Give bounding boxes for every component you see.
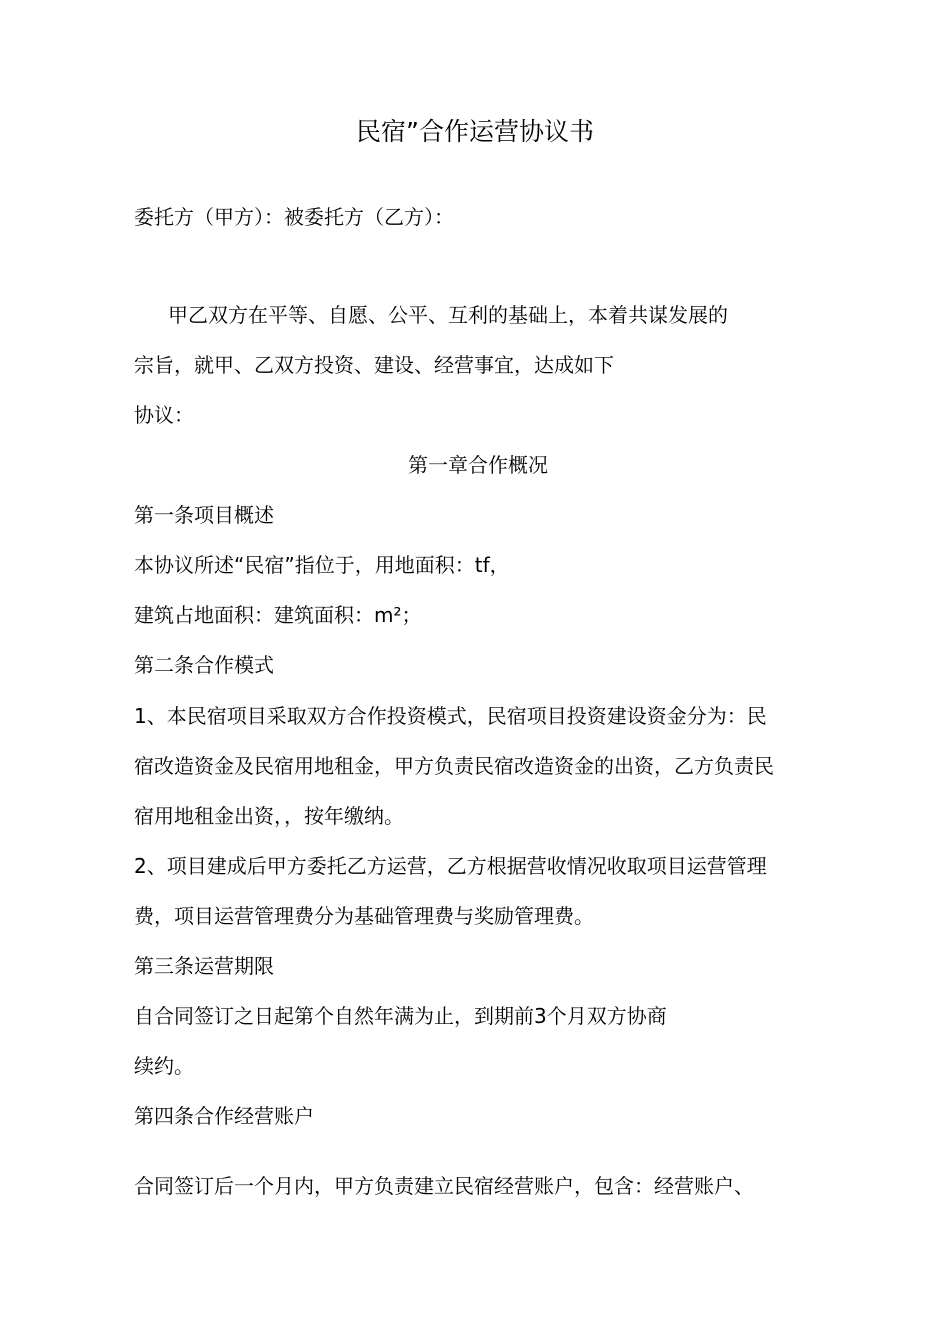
chapter-heading: 第一章合作概况 [408,453,548,477]
preamble-line-3: 协议： [134,403,194,427]
article2-line-3: 宿用地租金出资，，按年缴纳。 [134,804,404,828]
document-title: 民宿”合作运营协议书 [356,117,594,146]
preamble-line-2: 宗旨，就甲、乙双方投资、建设、经营事宜，达成如下 [134,353,614,377]
article1-line-1: 本协议所述“民宿”指位于，用地面积：tf， [134,553,510,577]
preamble-line-1: 甲乙双方在平等、自愿、公平、互利的基础上，本着共谋发展的 [168,303,728,327]
article2-line-4: 2、项目建成后甲方委托乙方运营，乙方根据营收情况收取项目运营管理 [134,854,767,878]
article3-heading: 第三条运营期限 [134,954,274,978]
article4-line-1: 合同签订后一个月内，甲方负责建立民宿经营账户，包含：经营账户、 [134,1174,754,1198]
article2-line-2: 宿改造资金及民宿用地租金，甲方负责民宿改造资金的出资，乙方负责民 [134,754,774,778]
article3-line-1: 自合同签订之日起第个自然年满为止，到期前3个月双方协商 [134,1004,667,1028]
article4-heading: 第四条合作经营账户 [134,1104,314,1128]
parties-line: 委托方（甲方）：被委托方（乙方）： [134,205,454,229]
article1-heading: 第一条项目概述 [134,503,274,527]
article2-line-1: 1、本民宿项目采取双方合作投资模式，民宿项目投资建设资金分为：民 [134,704,767,728]
article3-line-2: 续约。 [134,1054,194,1078]
article2-heading: 第二条合作模式 [134,653,274,677]
article1-line-2: 建筑占地面积：建筑面积：m²； [134,603,422,627]
article2-line-5: 费，项目运营管理费分为基础管理费与奖励管理费。 [134,904,594,928]
